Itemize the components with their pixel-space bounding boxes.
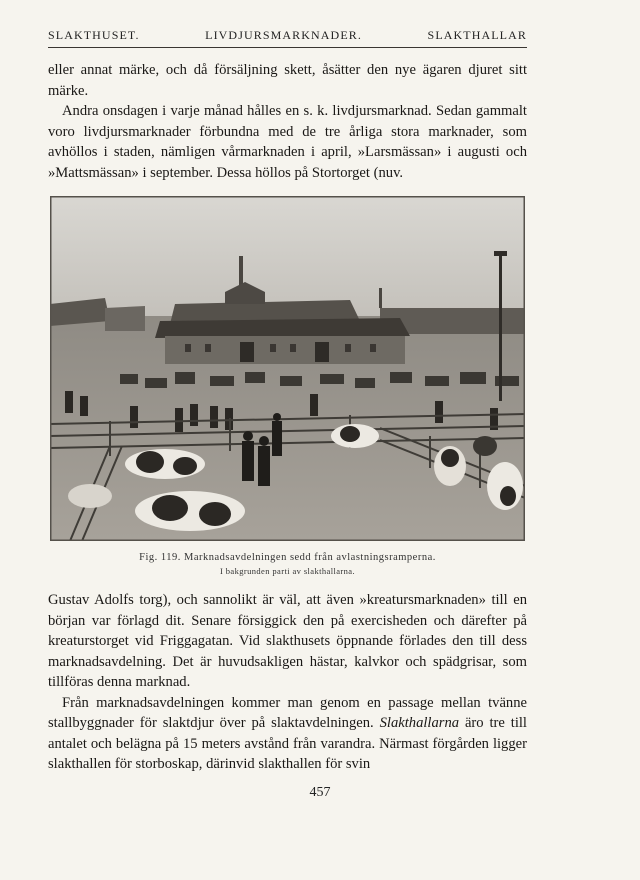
paragraph-text: Från marknadsavdelningen kommer man genom en passage mellan tvänne stallbyggnader för slaktdjur över på slaktavdelningen. [48, 694, 527, 731]
paragraph [48, 693, 527, 775]
figure-caption [48, 551, 527, 577]
text-block-top [48, 60, 527, 183]
running-head-center: LIVDJURSMARKNADER. [205, 28, 362, 42]
italic-term: Slakthallarna [379, 715, 460, 731]
paragraph: Gustav Adolfs torg), och sannolikt är väl, att även »kreatursmarknaden» till en början var förlagd dit. Senare försiggick den på exercisheden och därefter på kreaturstorget vid Friggagatan. Vid slakthusets öppnande förlades den till dess marknadsavdelning. Det är huvudsakligen hästar, kalvkor och spädgrisar, som tillföras denna marknad. [48, 592, 527, 690]
market-photograph [50, 196, 525, 541]
text-block-bottom [48, 590, 527, 775]
photo-illustration [50, 196, 525, 541]
paragraph: Andra onsdagen i varje månad hålles en s. k. livdjursmarknad. Sedan gammalt voro livdjursmarknader förbundna med de tre årliga stora marknader, som avhöllos i staden, nämligen vårmarknaden i april, »Larsmässan» i augusti och »Mattsmässan» i september. Dessa höllos på Stortorget (nuv. [48, 103, 527, 181]
running-head [48, 28, 527, 43]
page-number: 457 [309, 785, 331, 800]
paragraph-text: äro tre till antalet och belägna på 15 meters avstånd från varandra. Närmast förgården ligger slakthallen för storboskap, därinvid slakthallen för svin [48, 715, 527, 772]
caption-line-2: I bakgrunden parti av slakthallarna. [219, 566, 355, 576]
caption-line-1: Fig. 119. Marknadsavdelningen sedd från avlastningsramperna. [139, 552, 436, 563]
running-head-left: SLAKTHUSET. [48, 28, 140, 42]
running-head-right: SLAKTHALLAR [427, 28, 527, 42]
header-rule [48, 47, 527, 48]
paragraph: eller annat märke, och då försäljning skett, åsätter den nye ägaren djuret sitt märke. [48, 62, 527, 99]
